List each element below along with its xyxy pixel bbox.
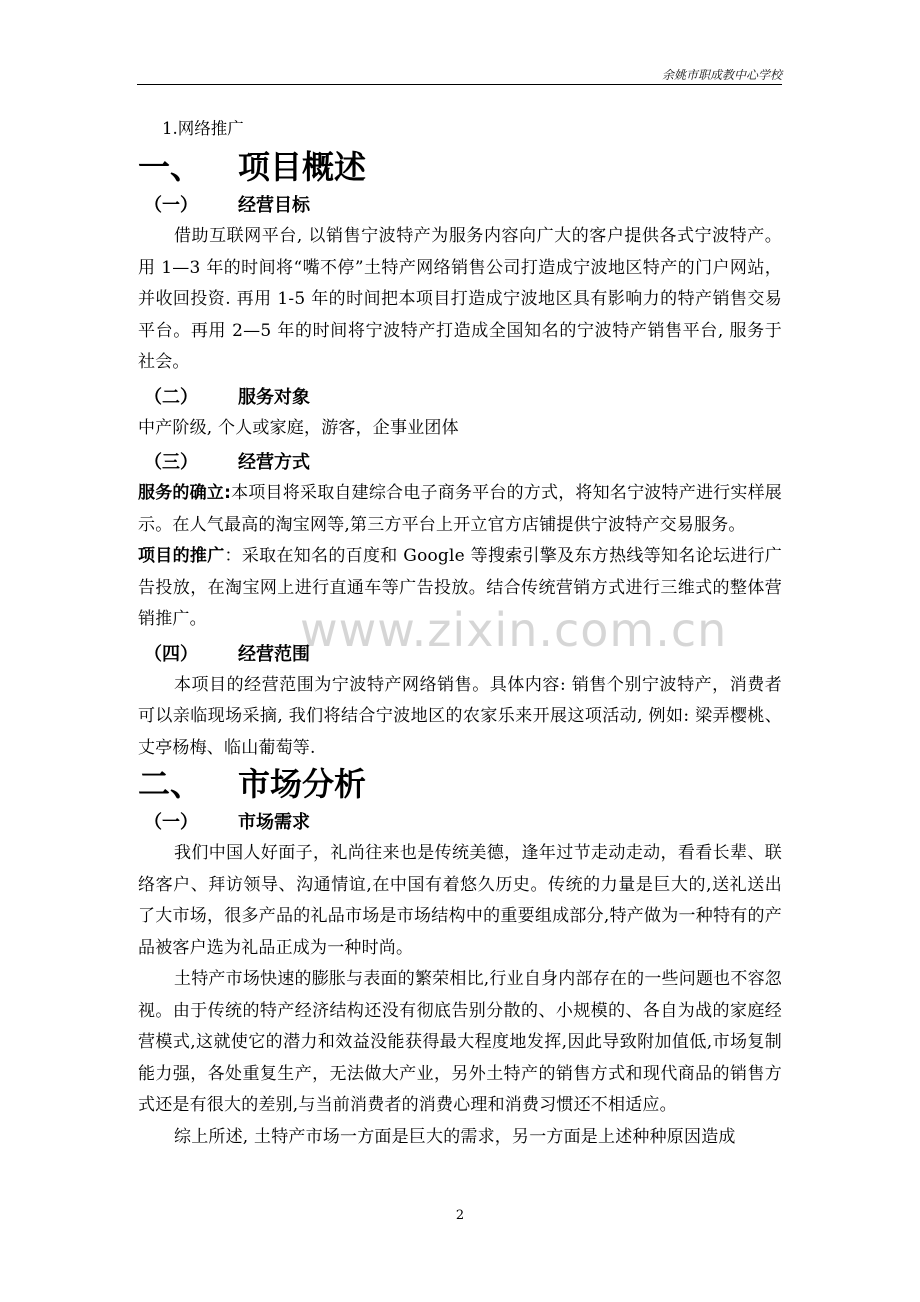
section-1a-number: （一） bbox=[144, 195, 198, 216]
section-2a-title: 市场需求 bbox=[238, 812, 310, 833]
section-2a-number: （一） bbox=[144, 812, 198, 833]
header-school-name: 余姚市职成教中心学校 bbox=[661, 68, 782, 82]
promotion-label: 项目的推广 bbox=[138, 546, 225, 566]
section-1c-paragraph-2 bbox=[138, 541, 782, 636]
page-number: 2 bbox=[455, 1208, 465, 1223]
section-1-heading bbox=[138, 147, 782, 187]
section-2-title: 市场分析 bbox=[238, 765, 367, 803]
section-1d-heading bbox=[138, 640, 782, 670]
section-1c-paragraph-1 bbox=[138, 478, 782, 541]
section-1b-paragraph: 中产阶级, 个人或家庭，游客，企事业团体 bbox=[138, 417, 459, 438]
document-body bbox=[138, 114, 782, 1153]
service-text: 本项目将采取自建综合电子商务平台的方式，将知名宁波特产进行实样展示。在人气最高的淘宝网等,第三方平台上开立官方店铺提供宁波特产交易服务。 bbox=[138, 483, 783, 535]
watermark: www.zixin.com.cn bbox=[300, 603, 728, 657]
section-1-number: 一、 bbox=[138, 148, 203, 186]
section-1c-heading bbox=[138, 448, 782, 478]
section-1b-heading bbox=[138, 383, 782, 413]
section-2a-paragraph-3: 综上所述, 土特产市场一方面是巨大的需求，另一方面是上述种种原因造成 bbox=[174, 1126, 736, 1147]
section-1c-title: 经营方式 bbox=[238, 452, 310, 473]
header-rule bbox=[137, 84, 782, 85]
section-2a-paragraph-1: 我们中国人好面子，礼尚往来也是传统美德，逢年过节走动走动，看看长辈、联络客户、拜访领导、沟通情谊,在中国有着悠久历史。传统的力量是巨大的,送礼送出了大市场，很多产品的礼品市场是市场结构中的重要组成部分,特产做为一种特有的产品被客户选为礼品正成为一种时尚。 bbox=[138, 843, 782, 958]
section-1a-heading bbox=[138, 191, 782, 221]
section-1a-title: 经营目标 bbox=[238, 195, 310, 216]
section-2-number: 二、 bbox=[138, 765, 203, 803]
section-1b-title: 服务对象 bbox=[238, 386, 310, 408]
section-1a-paragraph: 借助互联网平台, 以销售宁波特产为服务内容向广大的客户提供各式宁波特产。用 1—3 年的时间将“嘴不停”土特产网络销售公司打造成宁波地区特产的门户网站，并收回投资. 再用 1-5 年的时间把本项目打造成宁波地区具有影响力的特产销售交易平台。再用 2—5 年的时间将宁波特产打造成全国知名的宁波特产销售平台, 服务于社会。 bbox=[138, 226, 782, 372]
service-label: 服务的确立: bbox=[138, 483, 232, 503]
section-2-heading bbox=[138, 764, 782, 804]
section-1c-number: （三） bbox=[144, 452, 198, 473]
promotion-text: ：采取在知名的百度和 Google 等搜索引擎及东方热线等知名论坛进行广告投放，在淘宝网上进行直通车等广告投放。结合传统营销方式进行三维式的整体营销推广。 bbox=[138, 546, 783, 629]
section-1d-number: （四） bbox=[144, 643, 198, 665]
sub-heading: 1.网络推广 bbox=[162, 119, 244, 138]
section-1b-number: （二） bbox=[144, 386, 198, 408]
section-1d-paragraph: 本项目的经营范围为宁波特产网络销售。具体内容: 销售个别宁波特产，消费者可以亲临现场采摘, 我们将结合宁波地区的农家乐来开展这项活动, 例如: 梁弄樱桃、丈亭杨梅、临山葡萄等. bbox=[138, 674, 782, 758]
section-2a-paragraph-2: 土特产市场快速的膨胀与表面的繁荣相比,行业自身内部存在的一些问题也不容忽视。由于传统的特产经济结构还没有彻底告别分散的、小规模的、各自为战的家庭经营模式,这就使它的潜力和效益没能获得最大程度地发挥,因此导致附加值低,市场复制能力强，各处重复生产，无法做大产业，另外土特产的销售方式和现代商品的销售方式还是有很大的差别,与当前消费者的消费心理和消费习惯还不相适应。 bbox=[138, 969, 782, 1115]
section-1-title: 项目概述 bbox=[238, 148, 367, 186]
section-1d-title: 经营范围 bbox=[238, 643, 310, 665]
section-2a-heading bbox=[138, 808, 782, 838]
